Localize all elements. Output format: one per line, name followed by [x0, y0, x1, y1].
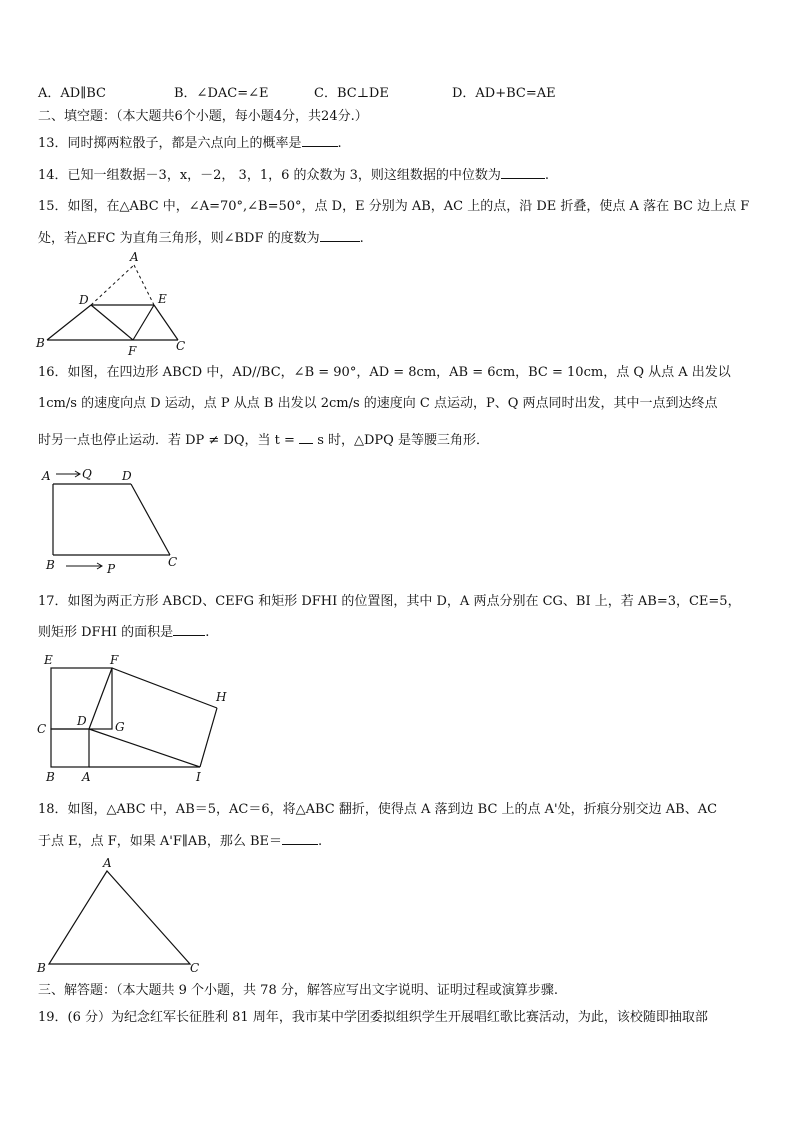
label-I: I: [196, 770, 201, 784]
label-E: E: [44, 653, 53, 667]
q18-triangle-figure: [32, 854, 212, 978]
option-c: C．BC⊥DE: [314, 86, 389, 101]
label-P: P: [107, 562, 116, 576]
label-E: E: [158, 292, 167, 306]
q15-tail: .: [359, 231, 364, 246]
q17-tail: .: [205, 625, 210, 640]
label-H: H: [216, 690, 227, 704]
segment-DF: [89, 668, 112, 729]
answer-blank: [302, 134, 338, 147]
q13-text: 13．同时掷两粒骰子，都是六点向上的概率是: [38, 136, 302, 151]
answer-blank: [501, 166, 545, 179]
q15-triangle-figure: [30, 248, 200, 356]
question-18-line2: [38, 832, 322, 851]
dashed-AE: [134, 265, 154, 305]
label-A: A: [103, 856, 112, 870]
question-15-line1: 15．如图，在△ABC 中，∠A=70°,∠B=50°，点 D，E 分别为 AB，AC 上的点，沿 DE 折叠，使点 A 落在 BC 边上点 F: [38, 199, 750, 214]
answer-blank: [320, 229, 360, 242]
question-19: 19．(6 分）为纪念红军长征胜利 81 周年，我市某中学团委拟组织学生开展唱红歌比赛活动，为此，该校随即抽取部: [38, 1010, 708, 1025]
question-18-line1: 18．如图，△ABC 中，AB＝5，AC＝6，将△ABC 翻折，使得点 A 落到边 BC 上的点 A'处，折痕分别交边 AB、AC: [38, 802, 718, 817]
segment-DI: [89, 729, 200, 767]
label-B: B: [46, 770, 55, 784]
label-C: C: [176, 339, 186, 353]
question-16-line2: 1cm/s 的速度向点 D 运动，点 P 从点 B 出发以 2cm/s 的速度向 C 点运动，P、Q 两点同时出发，其中一点到达终点: [38, 396, 718, 411]
q14-text: 14．已知一组数据－3，x，－2， 3，1，6 的众数为 3，则这组数据的中位数为: [38, 168, 501, 183]
q18-line2-text: 于点 E，点 F，如果 A'F∥AB，那么 BE＝: [38, 834, 283, 849]
q14-tail: .: [544, 168, 550, 183]
option-d: D．AD+BC=AE: [452, 86, 556, 101]
section-2-header: 二、填空题：（本大题共6个小题，每小题4分，共24分.）: [38, 109, 368, 124]
label-C: C: [168, 555, 178, 569]
segment-EF: [133, 305, 154, 340]
q16-line3-end: s 时，△DPQ 是等腰三角形．: [313, 433, 489, 448]
question-13: [38, 134, 342, 153]
dashed-AD: [91, 265, 134, 305]
question-14: [38, 166, 549, 185]
label-A: A: [42, 469, 51, 483]
answer-blank: [173, 623, 205, 636]
label-G: G: [115, 720, 125, 734]
label-C: C: [190, 961, 200, 975]
square-ABCD: [51, 729, 89, 767]
q13-tail: .: [337, 136, 342, 151]
label-F: F: [128, 344, 137, 358]
label-D: D: [79, 293, 89, 307]
segment-EC: [154, 305, 178, 340]
section-3-header: 三、解答题：（本大题共 9 个小题，共 78 分，解答应写出文字说明、证明过程或演算步骤.: [38, 983, 558, 998]
question-15-line2: [38, 229, 364, 248]
q17-line2-text: 则矩形 DFHI 的面积是: [38, 625, 174, 640]
triangle-ABC: [49, 871, 190, 964]
answer-blank: [299, 431, 313, 444]
q16-trapezoid-figure: [36, 462, 196, 578]
segment-HI: [200, 708, 217, 767]
label-A: A: [130, 250, 139, 264]
label-B: B: [37, 961, 46, 975]
q16-line3-start: 时另一点也停止运动．若 DP ≠ DQ，当 t =: [38, 433, 300, 448]
segment-DC: [131, 484, 170, 555]
q18-tail: .: [318, 834, 323, 849]
label-Q: Q: [82, 467, 92, 481]
question-17-line2: [38, 623, 209, 642]
segment-BD: [47, 305, 91, 340]
segment-DF: [91, 305, 133, 340]
answer-blank: [282, 832, 318, 845]
question-16-line1: 16．如图，在四边形 ABCD 中，AD//BC，∠B = 90°，AD = 8cm，AB = 6cm，BC = 10cm，点 Q 从点 A 出发以: [38, 365, 731, 380]
label-B: B: [46, 558, 55, 572]
label-C: C: [37, 722, 47, 736]
label-D: D: [122, 469, 132, 483]
label-A: A: [82, 770, 91, 784]
segment-FH: [112, 668, 217, 708]
question-16-line3: [38, 431, 489, 450]
option-b: B．∠DAC=∠E: [174, 86, 269, 101]
label-D: D: [77, 714, 87, 728]
label-F: F: [110, 653, 119, 667]
label-B: B: [36, 336, 45, 350]
q15-line2-text: 处，若△EFC 为直角三角形，则∠BDF 的度数为: [38, 231, 320, 246]
q17-squares-figure: [34, 650, 234, 786]
question-17-line1: 17．如图为两正方形 ABCD、CEFG 和矩形 DFHI 的位置图，其中 D，A 两点分别在 CG、BI 上，若 AB=3，CE=5，: [38, 594, 741, 609]
option-a: A．AD∥BC: [38, 86, 106, 101]
